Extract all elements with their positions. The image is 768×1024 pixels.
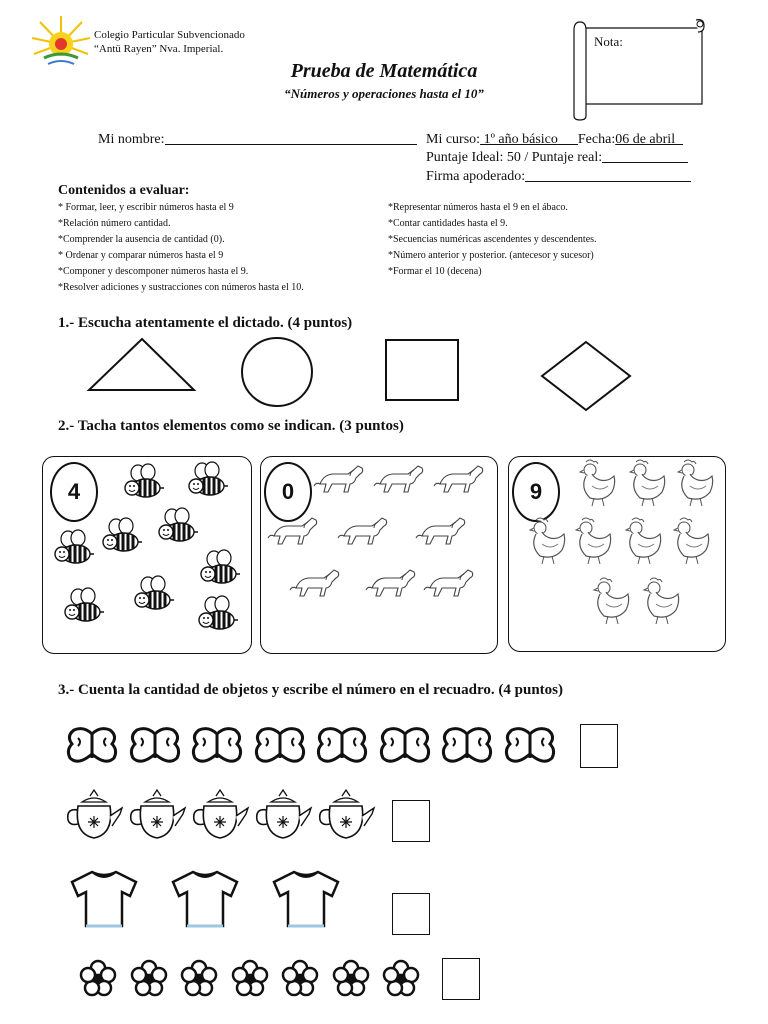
flower-icon[interactable] xyxy=(80,960,118,998)
horse-icon[interactable] xyxy=(424,566,476,600)
bee-icon[interactable] xyxy=(124,464,166,500)
horse-icon[interactable] xyxy=(366,566,418,600)
school-line1: Colegio Particular Subvencionado xyxy=(94,29,245,41)
course-date-row xyxy=(426,130,683,148)
horse-icon[interactable] xyxy=(374,462,426,496)
school-name xyxy=(94,28,245,56)
date-label: Fecha: xyxy=(577,132,616,147)
bee-icon[interactable] xyxy=(64,588,106,624)
hen-icon[interactable] xyxy=(524,516,568,566)
bee-icon[interactable] xyxy=(200,550,242,586)
horse-icon[interactable] xyxy=(290,566,342,600)
grade-label: Nota: xyxy=(594,34,623,49)
hen-icon[interactable] xyxy=(672,458,716,508)
answer-box-flowers[interactable] xyxy=(442,958,480,1000)
content-item: *Resolver adiciones y sustracciones con números hasta el 10. xyxy=(58,282,304,293)
bee-icon[interactable] xyxy=(188,462,230,498)
section2-title: 2.- Tacha tantos elementos como se indican. (3 puntos) xyxy=(58,418,404,434)
horse-icon[interactable] xyxy=(314,462,366,496)
content-item: *Secuencias numéricas ascendentes y descendentes. xyxy=(388,234,597,245)
content-item: *Relación número cantidad. xyxy=(58,218,171,229)
answer-box-tshirts[interactable] xyxy=(392,893,430,935)
content-item: *Contar cantidades hasta el 9. xyxy=(388,218,508,229)
page-title: Prueba de Matemática xyxy=(290,60,478,82)
butterfly-icon[interactable] xyxy=(64,726,120,766)
section1-title: 1.- Escucha atentamente el dictado. (4 puntos) xyxy=(58,315,353,331)
horses-count-badge: 0 xyxy=(264,462,312,522)
tshirt-icon[interactable] xyxy=(171,868,239,930)
content-item: * Ordenar y comparar números hasta el 9 xyxy=(58,250,224,261)
flower-icon[interactable] xyxy=(181,960,219,998)
contents-right-list xyxy=(388,200,597,280)
contents-title: Contenidos a evaluar: xyxy=(58,183,190,198)
bee-icon[interactable] xyxy=(198,596,240,632)
name-field[interactable] xyxy=(165,130,417,145)
hen-icon[interactable] xyxy=(668,516,712,566)
score-label: Puntaje Ideal: 50 / Puntaje real: xyxy=(426,150,603,165)
school-line2: “Antü Rayen” Nva. Imperial. xyxy=(94,43,224,55)
hens-count-badge: 9 xyxy=(512,462,560,522)
flower-icon[interactable] xyxy=(282,960,320,998)
horse-icon[interactable] xyxy=(268,514,320,548)
bee-icon[interactable] xyxy=(134,576,176,612)
course-underline xyxy=(558,130,578,145)
tshirt-icon[interactable] xyxy=(70,868,138,930)
teapot-icon[interactable] xyxy=(253,790,313,842)
butterfly-icon[interactable] xyxy=(377,726,433,766)
hen-icon[interactable] xyxy=(624,458,668,508)
hen-icon[interactable] xyxy=(570,516,614,566)
section3-title: 3.- Cuenta la cantidad de objetos y escribe el número en el recuadro. (4 puntos) xyxy=(58,682,563,698)
flower-icon[interactable] xyxy=(131,960,169,998)
bees-count-badge: 4 xyxy=(50,462,98,522)
rhombus-shape[interactable] xyxy=(540,340,632,412)
content-item: *Componer y descomponer números hasta el 9. xyxy=(58,266,249,277)
content-item: *Comprender la ausencia de cantidad (0). xyxy=(58,234,225,245)
content-item: *Número anterior y posterior. (antecesor y sucesor) xyxy=(388,250,594,261)
name-label: Mi nombre: xyxy=(98,132,165,147)
horse-icon[interactable] xyxy=(338,514,390,548)
answer-box-butterflies[interactable] xyxy=(580,724,618,768)
content-item: *Formar el 10 (decena) xyxy=(388,266,482,277)
date-value: 06 de abril xyxy=(615,132,676,147)
hen-icon[interactable] xyxy=(588,576,632,626)
teapot-icon[interactable] xyxy=(190,790,250,842)
flower-icon[interactable] xyxy=(333,960,371,998)
bee-icon[interactable] xyxy=(158,508,200,544)
course-value: 1º año básico xyxy=(480,132,558,147)
page-subtitle: “Números y operaciones hasta el 10” xyxy=(284,86,484,101)
hen-icon[interactable] xyxy=(620,516,664,566)
teapot-icon[interactable] xyxy=(127,790,187,842)
butterfly-icon[interactable] xyxy=(314,726,370,766)
content-item: * Formar, leer, y escribir números hasta el 9 xyxy=(58,202,234,213)
hen-icon[interactable] xyxy=(574,458,618,508)
bee-icon[interactable] xyxy=(102,518,144,554)
name-row xyxy=(98,130,417,148)
content-item: *Representar números hasta el 9 en el ábaco. xyxy=(388,202,568,213)
butterfly-icon[interactable] xyxy=(252,726,308,766)
answer-box-teapots[interactable] xyxy=(392,800,430,842)
butterfly-icon[interactable] xyxy=(189,726,245,766)
tshirt-icon[interactable] xyxy=(272,868,340,930)
horse-icon[interactable] xyxy=(416,514,468,548)
flower-icon[interactable] xyxy=(232,960,270,998)
signature-label: Firma apoderado: xyxy=(426,169,526,184)
real-score-field[interactable] xyxy=(602,148,688,163)
horse-icon[interactable] xyxy=(434,462,486,496)
signature-field[interactable] xyxy=(525,167,691,182)
flower-icon[interactable] xyxy=(383,960,421,998)
triangle-shape[interactable] xyxy=(86,336,198,394)
grade-scroll-frame xyxy=(568,16,708,120)
butterfly-icon[interactable] xyxy=(127,726,183,766)
hen-icon[interactable] xyxy=(638,576,682,626)
square-shape[interactable] xyxy=(384,338,460,402)
bee-icon[interactable] xyxy=(54,530,96,566)
teapot-icon[interactable] xyxy=(316,790,376,842)
date-underline xyxy=(675,130,683,145)
contents-left-list xyxy=(58,200,304,296)
butterfly-icon[interactable] xyxy=(502,726,558,766)
course-label: Mi curso: xyxy=(426,132,481,147)
butterfly-icon[interactable] xyxy=(439,726,495,766)
signature-row xyxy=(426,167,691,185)
circle-shape[interactable] xyxy=(240,337,316,409)
score-row xyxy=(426,148,688,166)
teapot-icon[interactable] xyxy=(64,790,124,842)
